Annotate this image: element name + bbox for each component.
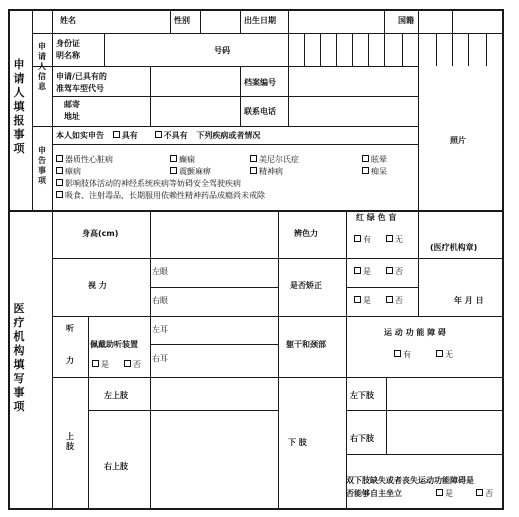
both-lower-limbs-label-line2: 否能够自主坐立 — [346, 489, 402, 498]
gender-label: 性别 — [174, 16, 190, 25]
border-right — [502, 9, 504, 510]
phone-label: 联系电话 — [244, 107, 276, 116]
checkbox-icon — [155, 131, 162, 138]
nationality-label: 国籍 — [398, 16, 414, 25]
disease-checkbox[interactable] — [56, 179, 241, 189]
disease-label: 美尼尔氏症 — [259, 155, 299, 164]
disease-checkbox[interactable] — [170, 167, 211, 177]
both-lower-limbs-label-line1: 双下肢缺失或者丧失运动功能障碍是 — [346, 476, 474, 485]
line — [278, 210, 279, 508]
line — [320, 33, 321, 66]
line — [352, 33, 353, 66]
hearing-aid-no[interactable] — [124, 360, 141, 370]
line — [88, 316, 89, 508]
checkbox-icon — [56, 191, 63, 198]
line — [346, 210, 347, 316]
option-label: 无 — [395, 235, 403, 244]
id-doc-label-line2: 明名称 — [56, 51, 80, 60]
disease-checkbox[interactable] — [362, 167, 387, 177]
left-upper-limb-label: 左上肢 — [104, 391, 128, 400]
option-label: 无 — [445, 350, 453, 359]
line — [104, 33, 105, 66]
checkbox-icon — [56, 167, 63, 174]
line — [346, 410, 504, 411]
line — [32, 9, 33, 210]
line — [402, 33, 403, 66]
right-eye-label: 右眼 — [152, 296, 168, 305]
line — [336, 33, 337, 66]
option-label: 是 — [363, 296, 371, 305]
has-option-label: 具有 — [121, 131, 138, 140]
option-label: 有 — [363, 235, 371, 244]
disease-checkbox[interactable] — [250, 167, 283, 177]
line — [346, 454, 504, 455]
left-corrected-no[interactable] — [386, 267, 403, 277]
checkbox-icon — [436, 489, 443, 496]
disease-checkbox[interactable] — [56, 155, 113, 165]
line — [346, 287, 418, 288]
right-ear-label: 右耳 — [152, 354, 168, 363]
disease-label: 痴呆 — [371, 167, 387, 176]
line — [486, 33, 487, 66]
option-label: 是 — [445, 489, 453, 498]
line — [418, 9, 419, 33]
sit-unassisted-yes[interactable] — [436, 489, 453, 499]
birth-date-label: 出生日期 — [244, 16, 276, 25]
declaration-label: 申告事项 — [38, 146, 46, 185]
checkbox-icon — [170, 167, 177, 174]
corrected-label: 是否矫正 — [290, 281, 322, 290]
motor-impairment-no[interactable] — [436, 350, 453, 360]
address-label-line1: 邮寄 — [64, 100, 80, 109]
hearing-aid-label: 佩戴助听装置 — [90, 340, 138, 349]
height-label: 身高(cm) — [82, 229, 119, 238]
option-label: 否 — [133, 360, 141, 369]
checkbox-icon — [250, 155, 257, 162]
motor-impairment-label: 运 动 功 能 障 碍 — [384, 328, 446, 337]
declaration-intro — [56, 131, 260, 141]
border-top — [8, 9, 504, 11]
color-vision-label: 辨色力 — [294, 229, 318, 238]
disease-label: 影响肢体活动的神经系统疾病等妨碍安全驾驶疾病 — [65, 179, 241, 188]
disease-checkbox[interactable] — [250, 155, 299, 165]
declaration-not-has-option[interactable] — [155, 131, 188, 140]
checkbox-icon — [170, 155, 177, 162]
disease-label: 精神病 — [259, 167, 283, 176]
line — [170, 9, 171, 33]
checkbox-icon — [436, 350, 443, 357]
color-blind-no-option[interactable] — [386, 235, 403, 245]
checkbox-icon — [250, 167, 257, 174]
left-lower-limb-label: 左下肢 — [350, 391, 374, 400]
line — [88, 410, 278, 411]
license-type-label-line1: 申请/已具有的 — [56, 72, 107, 81]
disease-label: 吸食、注射毒品、长期服用依赖性精神药品成瘾尚未戒除 — [65, 191, 265, 200]
left-eye-label: 左眼 — [152, 267, 168, 276]
line — [368, 33, 369, 66]
line — [32, 126, 52, 127]
right-upper-limb-label: 右上肢 — [104, 462, 128, 471]
checkbox-icon — [56, 155, 63, 162]
checkbox-icon — [354, 267, 361, 274]
lower-limb-label: 下 肢 — [288, 438, 307, 447]
right-corrected-yes[interactable] — [354, 296, 371, 306]
checkbox-icon — [386, 235, 393, 242]
date-label: 年 月 日 — [454, 296, 484, 305]
disease-label: 癫痫 — [179, 155, 195, 164]
applicant-info-label: 申请人信息 — [38, 42, 46, 91]
option-label: 否 — [395, 296, 403, 305]
section-divider — [8, 210, 504, 212]
hearing-label-1: 听 — [66, 324, 74, 333]
id-number-label: 号码 — [214, 46, 230, 55]
line — [418, 210, 419, 316]
disease-checkbox[interactable] — [362, 155, 387, 165]
right-corrected-no[interactable] — [386, 296, 403, 306]
declaration-tail: 下列疾病或者情况 — [196, 131, 261, 140]
line — [240, 9, 241, 33]
checkbox-icon — [394, 350, 401, 357]
checkbox-icon — [354, 235, 361, 242]
border-bottom — [8, 508, 504, 510]
trunk-neck-label: 躯干和颈部 — [286, 340, 326, 349]
disease-checkbox[interactable] — [170, 155, 195, 165]
disease-checkbox[interactable] — [56, 191, 265, 201]
line — [436, 33, 437, 66]
line — [32, 66, 418, 67]
name-label: 姓名 — [60, 16, 76, 25]
line — [52, 144, 418, 145]
left-ear-label: 左耳 — [152, 325, 168, 334]
checkbox-icon — [386, 296, 393, 303]
motor-impairment-yes[interactable] — [394, 350, 411, 360]
address-label-line2: 地址 — [64, 112, 80, 121]
checkbox-icon — [113, 131, 120, 138]
line — [288, 66, 289, 126]
border-left — [8, 9, 10, 510]
line — [418, 33, 419, 210]
option-label: 有 — [403, 350, 411, 359]
line — [150, 344, 278, 345]
disease-label: 器质性心脏病 — [65, 155, 113, 164]
applicant-section-title: 申请人填报事项 — [13, 58, 25, 155]
checkbox-icon — [124, 360, 131, 367]
checkbox-icon — [92, 360, 99, 367]
option-label: 否 — [485, 489, 493, 498]
checkbox-icon — [476, 489, 483, 496]
upper-limb-label: 上肢 — [66, 432, 74, 451]
checkbox-icon — [386, 267, 393, 274]
line — [384, 33, 385, 66]
id-doc-label-line1: 身份证 — [56, 39, 80, 48]
line — [150, 377, 151, 508]
color-blind-yes-option[interactable] — [354, 235, 371, 245]
hearing-label-2: 力 — [66, 356, 74, 365]
line — [150, 210, 151, 316]
line — [240, 66, 241, 126]
checkbox-icon — [362, 167, 369, 174]
red-green-label: 红 绿 色 盲 — [356, 213, 397, 222]
line — [32, 33, 503, 34]
line — [52, 9, 53, 210]
hearing-aid-yes[interactable] — [92, 360, 109, 370]
disease-label: 震颤麻痹 — [179, 167, 211, 176]
right-lower-limb-label: 右下肢 — [350, 434, 374, 443]
line — [200, 9, 201, 33]
sit-unassisted-no[interactable] — [476, 489, 493, 499]
line — [288, 9, 289, 66]
photo-label: 照片 — [450, 136, 466, 145]
medical-section-title: 医疗机构填写事项 — [13, 302, 25, 413]
line — [52, 126, 418, 127]
line — [52, 96, 418, 97]
file-number-label: 档案编号 — [244, 78, 276, 87]
line — [150, 316, 151, 377]
disease-checkbox[interactable] — [56, 167, 81, 177]
line — [452, 33, 453, 66]
option-label: 是 — [363, 267, 371, 276]
checkbox-icon — [362, 155, 369, 162]
license-type-label-line2: 准驾车型代号 — [56, 84, 104, 93]
line — [468, 33, 469, 66]
option-label: 是 — [101, 360, 109, 369]
not-has-option-label: 不具有 — [163, 131, 188, 140]
medical-stamp-label: (医疗机构章) — [430, 243, 478, 252]
line — [304, 33, 305, 66]
checkbox-icon — [56, 179, 63, 186]
option-label: 否 — [395, 267, 403, 276]
disease-label: 瘴病 — [65, 167, 81, 176]
declaration-intro-text: 本人如实申告 — [56, 131, 104, 140]
line — [452, 9, 453, 33]
disease-label: 眩晕 — [371, 155, 387, 164]
vision-label: 视 力 — [88, 281, 107, 290]
declaration-has-option[interactable] — [113, 131, 138, 140]
line — [52, 210, 53, 510]
line — [386, 377, 387, 454]
line — [384, 9, 385, 33]
line — [150, 66, 151, 126]
left-corrected-yes[interactable] — [354, 267, 371, 277]
checkbox-icon — [354, 296, 361, 303]
line — [150, 287, 278, 288]
